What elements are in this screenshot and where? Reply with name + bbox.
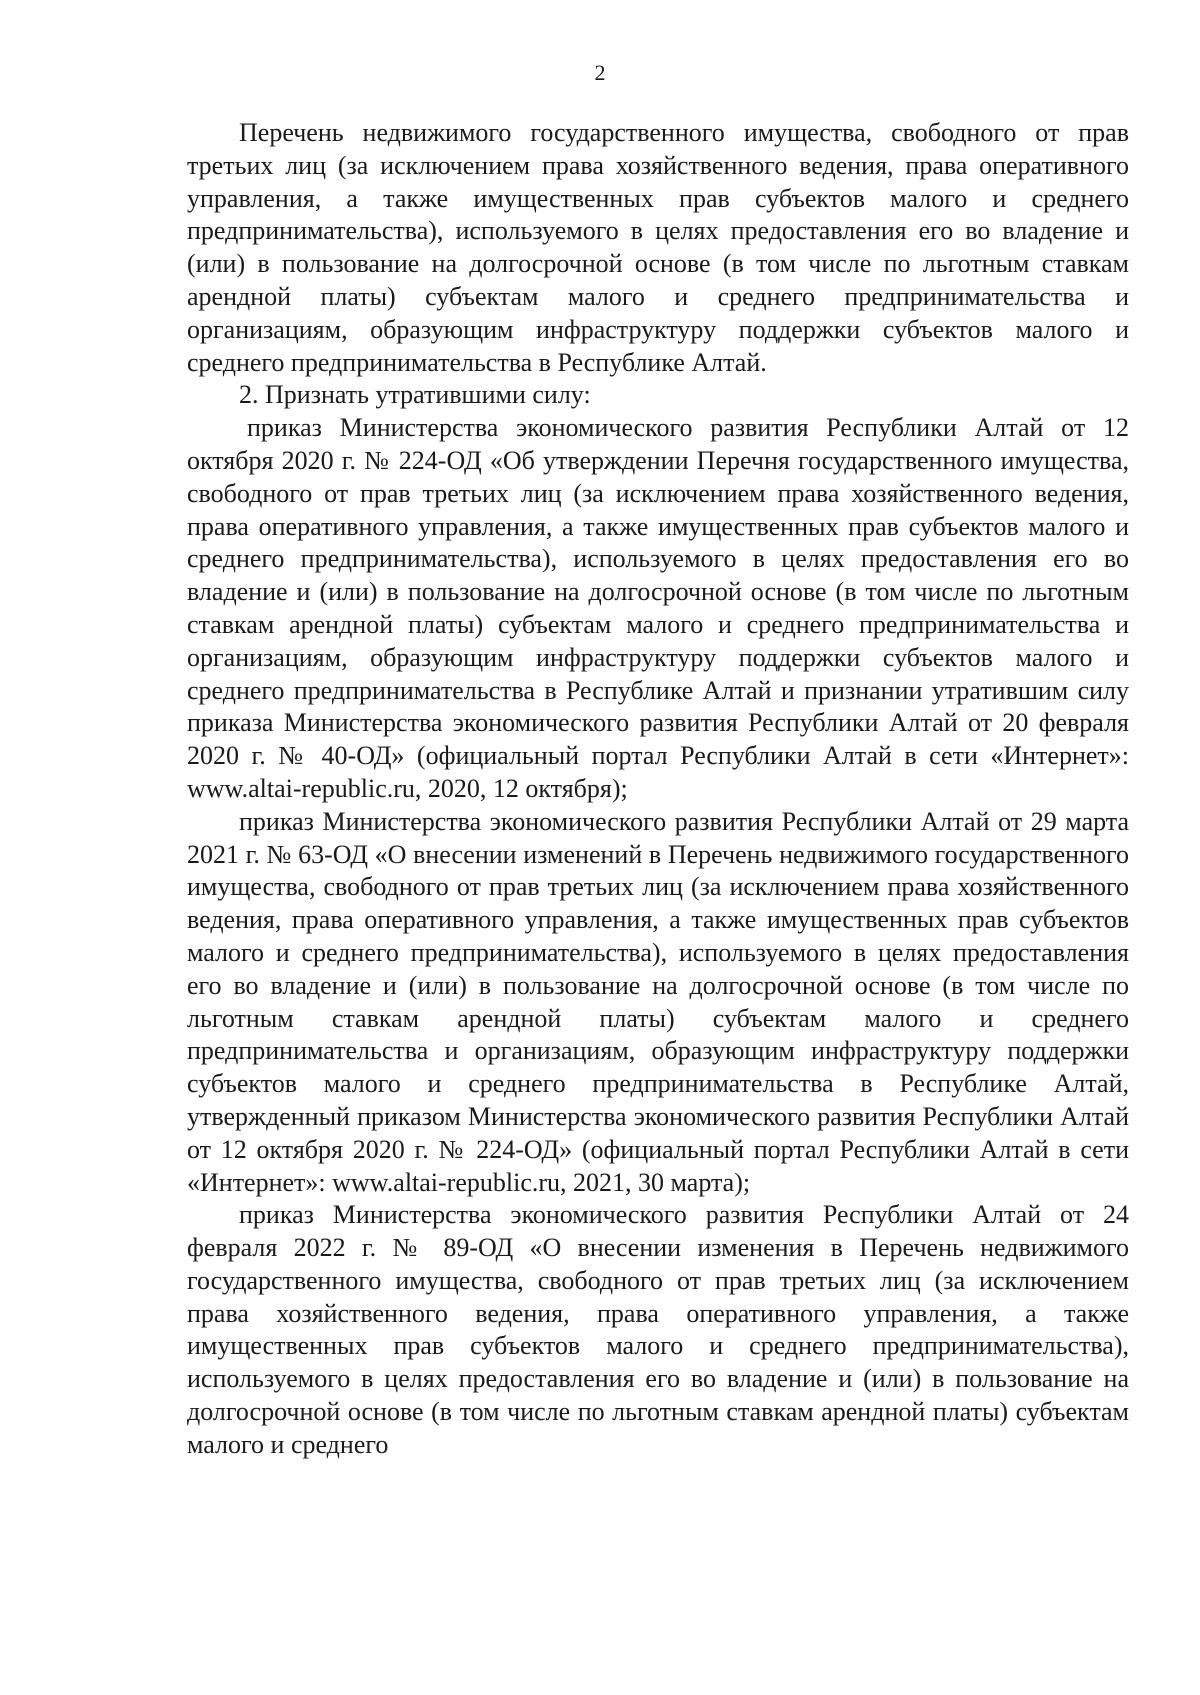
page-number: 2 <box>594 60 606 85</box>
document-body <box>187 117 1129 1462</box>
paragraph-order-2021: приказ Министерства экономического развития Республики Алтай от 29 марта 2021 г. № 63-ОД «О внесении изменений в Перечень недвижимого государственного имущества, свободного от прав третьих лиц (за исключением права хозяйственного ведения, права оперативного управления, а также имущественных прав субъектов малого и среднего предпринимательства), используемого в целях предоставления его во владение и (или) в пользование на долгосрочной основе (в том числе по льготным ставкам арендной платы) субъектам малого и среднего предпринимательства и организациям, образующим инфраструктуру поддержки субъектов малого и среднего предпринимательства в Республике Алтай, утвержденный приказом Министерства экономического развития Республики Алтай от 12 октября 2020 г. № 224-ОД» (официальный портал Республики Алтай в сети «Интернет»: www.altai-republic.ru, 2021, 30 марта); <box>187 806 1129 1197</box>
paragraph-order-2020: приказ Министерства экономического развития Республики Алтай от 12 октября 2020 г. № 224-ОД «Об утверждении Перечня государственного имущества, свободного от прав третьих лиц (за исключением права хозяйственного ведения, права оперативного управления, а также имущественных прав субъектов малого и среднего предпринимательства), используемого в целях предоставления его во владение и (или) в пользование на долгосрочной основе (в том числе по льготным ставкам арендной платы) субъектам малого и среднего предпринимательства и организациям, образующим инфраструктуру поддержки субъектов малого и среднего предпринимательства в Республике Алтай и признании утратившим силу приказа Министерства экономического развития Республики Алтай от 20 февраля 2020 г. № 40-ОД» (официальный портал Республики Алтай в сети «Интернет»: www.altai-republic.ru, 2020, 12 октября); <box>187 413 1129 803</box>
paragraph-order-2022: приказ Министерства экономического развития Республики Алтай от 24 февраля 2022 г. № 89-ОД «О внесении изменения в Перечень недвижимого государственного имущества, свободного от прав третьих лиц (за исключением права хозяйственного ведения, права оперативного управления, а также имущественных прав субъектов малого и среднего предпринимательства), используемого в целях предоставления его во владение и (или) в пользование на долгосрочной основе (в том числе по льготным ставкам арендной платы) субъектам малого и среднего <box>187 1200 1129 1459</box>
paragraph-item-2: 2. Признать утратившими силу: <box>239 380 591 410</box>
paragraph-list-description: Перечень недвижимого государственного имущества, свободного от прав третьих лиц (за исключением права хозяйственного ведения, права оперативного управления, а также имущественных прав субъектов малого и среднего предпринимательства), используемого в целях предоставления его во владение и (или) в пользование на долгосрочной основе (в том числе по льготным ставкам арендной платы) субъектам малого и среднего предпринимательства и организациям, образующим инфраструктуру поддержки субъектов малого и среднего предпринимательства в Республике Алтай. <box>187 118 1129 377</box>
